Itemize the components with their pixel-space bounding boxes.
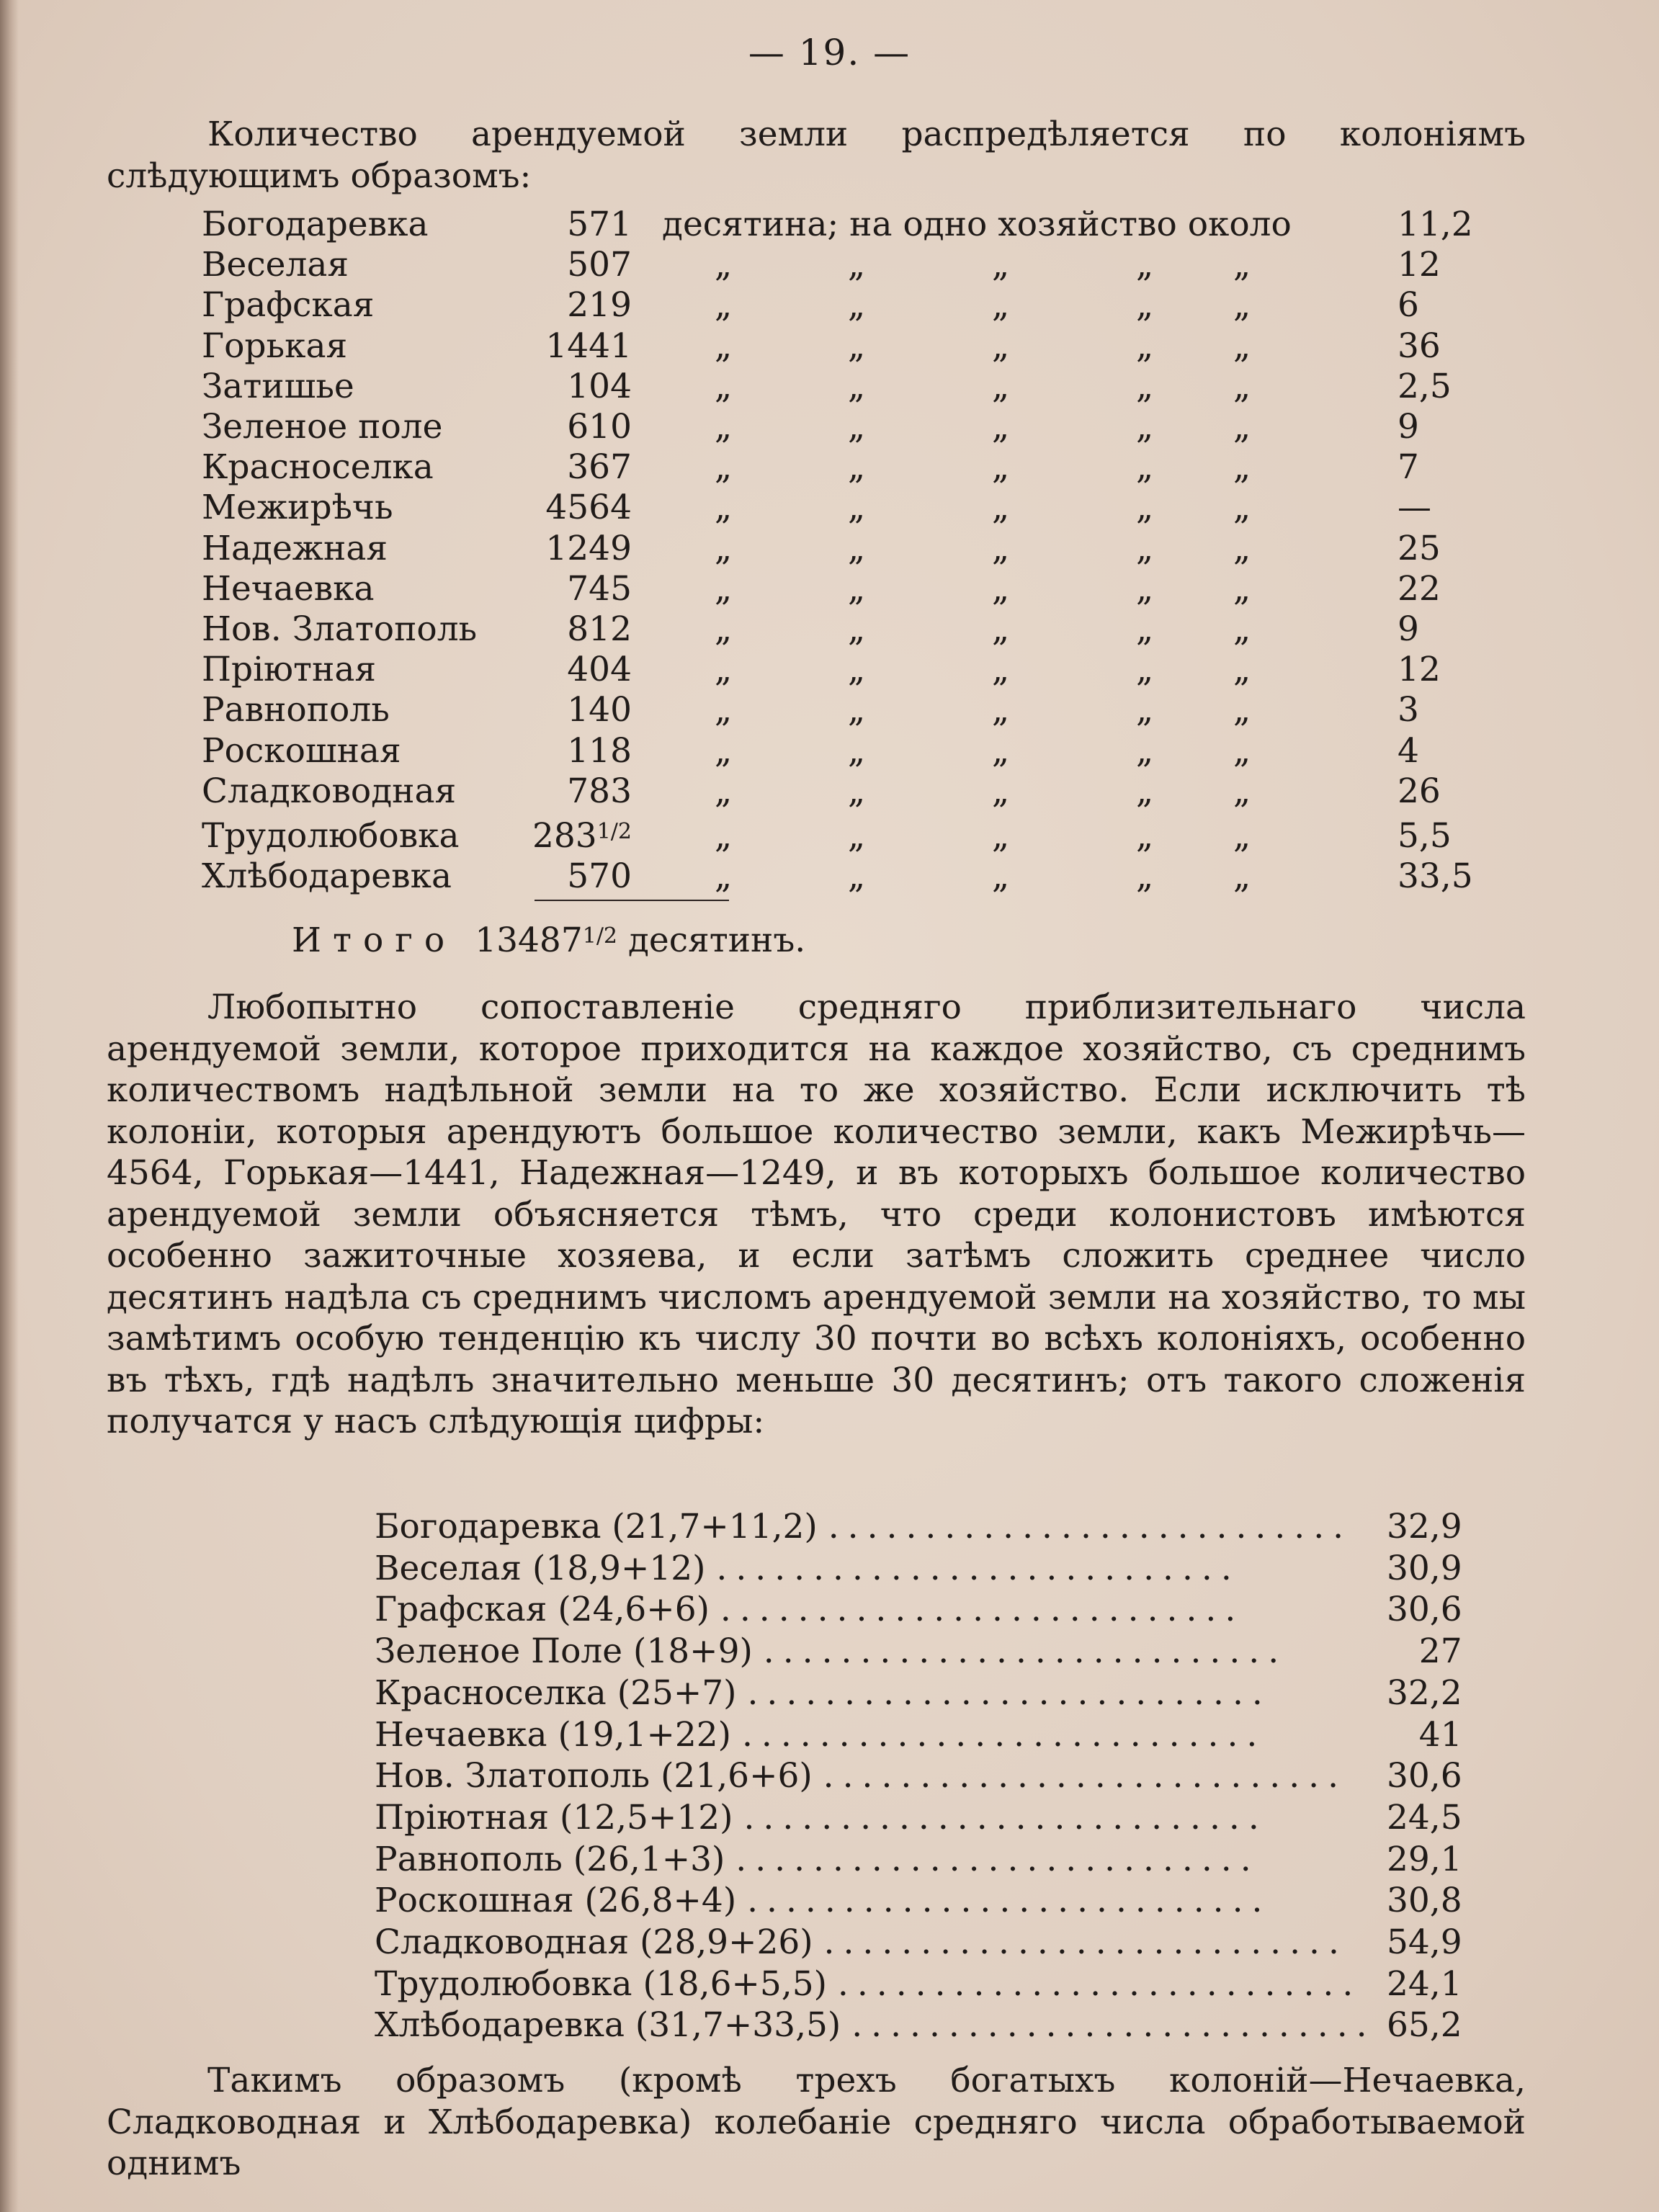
colony-name: Горькая: [202, 326, 348, 366]
rented-amount-value: 610: [567, 407, 632, 447]
leader-dots: ...........................: [828, 1507, 1353, 1546]
row-note: [632, 367, 1393, 407]
table-row: [375, 1714, 1462, 1756]
leader-dots: ...........................: [851, 2005, 1376, 2046]
ditto-mark: „: [1135, 285, 1154, 326]
ditto-mark: „: [1135, 730, 1154, 771]
sum-label: Равнополь (26,1+3): [375, 1839, 725, 1879]
colony-name: Сладководная: [202, 771, 457, 811]
rented-amount: [529, 812, 632, 856]
sum-label-cell: [375, 1548, 1376, 1590]
rented-amount: [529, 771, 632, 812]
row-note: [632, 285, 1393, 326]
sum-label: Зеленое Поле (18+9): [375, 1631, 753, 1672]
colony-name: Зеленое поле: [202, 407, 443, 447]
row-note: [632, 529, 1393, 569]
table-row: [375, 1880, 1462, 1922]
ditto-mark: „: [1135, 407, 1154, 447]
ditto-mark: „: [847, 447, 866, 488]
rented-amount: [529, 447, 632, 488]
rented-amount: [529, 205, 632, 245]
ditto-mark: „: [847, 568, 866, 609]
sum-label: Графская (24,6+6): [375, 1590, 710, 1630]
colony-name: Богодаревка: [202, 205, 429, 244]
leader-dots: ...........................: [837, 1964, 1362, 2004]
ditto-mark: „: [847, 856, 866, 897]
ditto-mark: „: [991, 730, 1010, 771]
per-household-value: 9: [1398, 609, 1419, 650]
per-household-value: 4: [1398, 730, 1419, 771]
rented-amount-value: 118: [567, 730, 632, 771]
ditto-mark: „: [991, 650, 1010, 690]
table-row: [202, 771, 1473, 812]
sum-rule: [535, 900, 729, 901]
sum-label-cell: [375, 1673, 1376, 1714]
leader-dots: ...........................: [823, 1922, 1348, 1963]
sum-table: [375, 1506, 1462, 2046]
leader-dots: ...........................: [823, 1756, 1348, 1796]
ditto-mark: „: [714, 650, 733, 690]
rented-amount: [529, 488, 632, 528]
ditto-mark: „: [847, 730, 866, 771]
ditto-mark: „: [1135, 856, 1154, 897]
rented-amount-value: 104: [567, 366, 632, 406]
ditto-mark: „: [991, 816, 1010, 856]
ditto-mark: „: [1233, 528, 1251, 568]
table-row: [202, 650, 1473, 690]
sum-label: Нов. Златополь (21,6+6): [375, 1756, 813, 1796]
sum-value: 30,6: [1386, 1590, 1462, 1630]
ditto-mark: „: [714, 568, 733, 609]
row-note: [632, 856, 1393, 897]
rented-land-table: [202, 205, 1473, 897]
rented-amount: [529, 285, 632, 326]
colony-name: Графская: [202, 285, 375, 326]
per-household-value: 6: [1398, 285, 1419, 326]
per-household-value: 25: [1398, 528, 1441, 568]
sum-label: Нечаевка (19,1+22): [375, 1714, 732, 1755]
colony-name: Роскошная: [202, 730, 401, 771]
row-note: [632, 569, 1393, 609]
sum-label: Роскошная (26,8+4): [375, 1881, 737, 1921]
ditto-mark: „: [1233, 407, 1251, 447]
ditto-mark: „: [847, 407, 866, 447]
ditto-mark: „: [1233, 285, 1251, 326]
sum-value: 27: [1418, 1631, 1462, 1672]
leader-dots: ...........................: [763, 1631, 1288, 1672]
ditto-mark: „: [991, 690, 1010, 730]
sum-label: Богодаревка (21,7+11,2): [375, 1507, 818, 1546]
rented-amount-fraction: 1/2: [596, 819, 632, 845]
sum-value: 32,2: [1386, 1673, 1462, 1713]
ditto-mark: „: [1233, 568, 1251, 609]
row-note: [632, 205, 1393, 245]
row-note: [632, 771, 1393, 812]
table-row: [375, 2005, 1462, 2046]
row-note: [632, 690, 1393, 730]
per-household-value: 26: [1398, 771, 1441, 811]
ditto-mark: „: [1135, 326, 1154, 366]
ditto-mark: „: [1233, 366, 1251, 406]
rented-amount-value: 404: [567, 650, 632, 690]
ditto-mark: „: [714, 407, 733, 447]
rented-amount: [529, 731, 632, 771]
rented-amount-value: 4564: [545, 488, 632, 528]
colony-name: Трудолюбовка: [202, 816, 460, 856]
ditto-mark: „: [714, 245, 733, 285]
sum-value: 65,2: [1386, 2005, 1462, 2046]
total-unit: десятинъ.: [627, 921, 806, 960]
ditto-mark: „: [1233, 816, 1251, 856]
ditto-mark: „: [1135, 609, 1154, 650]
ditto-mark: „: [1135, 771, 1154, 811]
total-label: Итого: [292, 921, 457, 960]
ditto-mark: „: [714, 856, 733, 897]
sum-label-cell: [375, 1589, 1376, 1631]
table-row: [202, 245, 1473, 285]
per-household-value: —: [1398, 488, 1431, 528]
table-row: [202, 731, 1473, 771]
rented-amount: [529, 856, 632, 897]
ditto-mark: „: [991, 366, 1010, 406]
row-note: [632, 650, 1393, 690]
ditto-mark: „: [847, 528, 866, 568]
ditto-mark: „: [1233, 856, 1251, 897]
ditto-mark: „: [1233, 771, 1251, 811]
ditto-mark: „: [1135, 447, 1154, 488]
table-row: [202, 326, 1473, 367]
sum-label-cell: [375, 1797, 1376, 1839]
ditto-mark: „: [991, 447, 1010, 488]
ditto-mark: „: [1233, 488, 1251, 528]
per-household-value: 2,5: [1398, 366, 1452, 406]
ditto-mark: „: [991, 285, 1010, 326]
ditto-mark: „: [1135, 568, 1154, 609]
sum-label-cell: [375, 2005, 1376, 2046]
sum-label-cell: [375, 1964, 1376, 2005]
leader-dots: ...........................: [747, 1881, 1271, 1921]
sum-value: 54,9: [1386, 1922, 1462, 1963]
table-row: [202, 690, 1473, 730]
rented-amount: [529, 569, 632, 609]
leader-dots: ...........................: [720, 1590, 1245, 1630]
sum-label-cell: [375, 1714, 1376, 1756]
ditto-mark: „: [714, 816, 733, 856]
rented-amount-value: 812: [567, 609, 632, 650]
rented-amount-value: 745: [567, 568, 632, 609]
ditto-mark: „: [714, 366, 733, 406]
table-row: [202, 367, 1473, 407]
ditto-mark: „: [847, 366, 866, 406]
total-line: [292, 915, 805, 962]
rented-amount: [529, 245, 632, 285]
colony-name: Красноселка: [202, 447, 434, 488]
table-row: [202, 609, 1473, 650]
ditto-mark: „: [714, 690, 733, 730]
ditto-mark: „: [714, 326, 733, 366]
ditto-mark: „: [847, 285, 866, 326]
sum-label: Трудолюбовка (18,6+5,5): [375, 1964, 827, 2004]
rented-amount: [529, 609, 632, 650]
table-row: [375, 1673, 1462, 1714]
leader-dots: ...........................: [743, 1797, 1268, 1837]
sum-value: 30,8: [1386, 1881, 1462, 1921]
row-note: [632, 245, 1393, 285]
sum-label: Красноселка (25+7): [375, 1673, 737, 1713]
table-row: [375, 1839, 1462, 1881]
sum-label-cell: [375, 1880, 1376, 1922]
sum-value: 24,1: [1386, 1964, 1462, 2004]
ditto-mark: „: [1233, 650, 1251, 690]
ditto-mark: „: [1135, 366, 1154, 406]
ditto-mark: „: [991, 488, 1010, 528]
table-row: [202, 205, 1473, 245]
table-row: [375, 1922, 1462, 1964]
rented-amount-value: 283: [532, 816, 597, 856]
rented-amount: [529, 529, 632, 569]
sum-value: 29,1: [1386, 1839, 1462, 1879]
rented-amount-value: 367: [567, 447, 632, 488]
rented-amount: [529, 367, 632, 407]
ditto-mark: „: [847, 650, 866, 690]
ditto-mark: „: [847, 488, 866, 528]
sum-label: Хлѣбодаревка (31,7+33,5): [375, 2005, 841, 2046]
ditto-mark: „: [847, 771, 866, 811]
colony-name: Нечаевка: [202, 568, 375, 609]
per-household-value: 12: [1398, 245, 1441, 285]
row-note: [632, 326, 1393, 367]
total-value: 13487: [475, 921, 583, 960]
table-row: [202, 529, 1473, 569]
ditto-mark: „: [847, 609, 866, 650]
rented-amount: [529, 650, 632, 690]
rented-amount-value: 140: [567, 690, 632, 730]
ditto-mark: „: [1233, 447, 1251, 488]
rented-amount-value: 507: [567, 245, 632, 285]
ditto-mark: „: [1233, 609, 1251, 650]
ditto-mark: „: [991, 771, 1010, 811]
page-number: — 19. —: [748, 32, 911, 73]
table-row: [202, 812, 1473, 856]
colony-name: Нов. Златополь: [202, 609, 478, 650]
sum-value: 24,5: [1386, 1797, 1462, 1837]
leader-dots: ...........................: [716, 1548, 1240, 1588]
sum-label-cell: [375, 1755, 1376, 1797]
ditto-mark: „: [1135, 650, 1154, 690]
ditto-mark: „: [714, 609, 733, 650]
table-row: [375, 1506, 1462, 1548]
comparison-paragraph: Любопытно сопоставленіе средняго приблизительнаго числа арендуемой земли, которое приходится на каждое хозяйство, съ среднимъ количествомъ надѣльной земли на то же хозяйство. Если исключить тѣ колоніи, которыя арендуютъ большое количество земли, какъ Межирѣчь—4564, Горькая—1441, Надежная—1249, и въ которыхъ большое количество арендуемой земли объясняется тѣмъ, что среди колонистовъ имѣются особенно зажиточные хозяева, и если затѣмъ сложить среднее число десятинъ надѣла съ среднимъ числомъ арендуемой земли на хозяйство, то мы замѣтимъ особую тенденцію къ числу 30 почти во всѣхъ колоніяхъ, особенно въ тѣхъ, гдѣ надѣлъ значительно меньше 30 десятинъ; отъ такого сложенія получатся у насъ слѣдующія цифры:: [107, 988, 1526, 1441]
ditto-mark: „: [1233, 326, 1251, 366]
ditto-mark: „: [1135, 816, 1154, 856]
rented-amount-value: 571: [567, 205, 632, 244]
sum-label: Веселая (18,9+12): [375, 1548, 706, 1588]
ditto-mark: „: [1135, 245, 1154, 285]
rented-amount-value: 219: [567, 285, 632, 326]
ditto-mark: „: [991, 856, 1010, 897]
ditto-mark: „: [991, 245, 1010, 285]
row-note: [632, 731, 1393, 771]
ditto-mark: „: [1135, 488, 1154, 528]
rented-amount: [529, 326, 632, 367]
rented-amount: [529, 690, 632, 730]
table-row: [202, 488, 1473, 528]
per-household-value: 11,2: [1398, 205, 1473, 244]
leader-dots: ...........................: [747, 1673, 1271, 1713]
table-row: [375, 1797, 1462, 1839]
ditto-mark: „: [714, 730, 733, 771]
colony-name: Пріютная: [202, 650, 377, 690]
row-note: [632, 812, 1393, 856]
ditto-mark: „: [847, 245, 866, 285]
rented-amount-value: 1441: [545, 326, 632, 366]
sum-label: Сладководная (28,9+26): [375, 1922, 813, 1963]
row-note: [632, 447, 1393, 488]
conclusion-paragraph: Такимъ образомъ (кромѣ трехъ богатыхъ колоній—Нечаевка, Сладководная и Хлѣбодаревка) колебаніе средняго числа обработываемой однимъ: [107, 2061, 1526, 2183]
ditto-mark: „: [1135, 528, 1154, 568]
row-note: [632, 609, 1393, 650]
note-text: десятина; на одно хозяйство около: [662, 205, 1292, 244]
ditto-mark: „: [991, 609, 1010, 650]
ditto-mark: „: [847, 816, 866, 856]
rented-amount-value: 1249: [545, 528, 632, 568]
page-edge-shadow: [0, 0, 19, 2212]
ditto-mark: „: [991, 568, 1010, 609]
ditto-mark: „: [991, 407, 1010, 447]
ditto-mark: „: [847, 326, 866, 366]
rented-amount-value: 783: [567, 771, 632, 811]
colony-name: Межирѣчь: [202, 488, 393, 528]
table-row: [375, 1589, 1462, 1631]
ditto-mark: „: [1233, 730, 1251, 771]
rented-amount: [529, 407, 632, 447]
ditto-mark: „: [1135, 690, 1154, 730]
table-row: [202, 407, 1473, 447]
ditto-mark: „: [714, 771, 733, 811]
table-row: [375, 1631, 1462, 1673]
per-household-value: 12: [1398, 650, 1441, 690]
colony-name: Затишье: [202, 366, 354, 406]
sum-label-cell: [375, 1631, 1376, 1673]
sum-label-cell: [375, 1922, 1376, 1964]
sum-label: Пріютная (12,5+12): [375, 1797, 733, 1837]
per-household-value: 9: [1398, 407, 1419, 447]
total-fraction: 1/2: [582, 923, 618, 949]
sum-value: 30,9: [1386, 1548, 1462, 1588]
ditto-mark: „: [847, 690, 866, 730]
per-household-value: 36: [1398, 326, 1441, 366]
sum-value: 32,9: [1386, 1507, 1462, 1546]
colony-name: Надежная: [202, 528, 388, 568]
ditto-mark: „: [991, 528, 1010, 568]
intro-paragraph: Количество арендуемой земли распредѣляется по колоніямъ слѣдующимъ образомъ:: [107, 115, 1526, 196]
sum-label-cell: [375, 1839, 1376, 1881]
leader-dots: ...........................: [741, 1714, 1266, 1755]
table-row: [202, 285, 1473, 326]
table-row: [202, 447, 1473, 488]
per-household-value: 22: [1398, 568, 1441, 609]
table-row: [375, 1755, 1462, 1797]
colony-name: Хлѣбодаревка: [202, 856, 452, 897]
leader-dots: ...........................: [735, 1839, 1260, 1879]
per-household-value: 7: [1398, 447, 1419, 488]
sum-value: 30,6: [1386, 1756, 1462, 1796]
ditto-mark: „: [714, 488, 733, 528]
sum-value: 41: [1418, 1714, 1462, 1755]
per-household-value: 33,5: [1398, 856, 1473, 897]
sum-label-cell: [375, 1506, 1376, 1548]
ditto-mark: „: [714, 447, 733, 488]
table-row: [202, 569, 1473, 609]
per-household-value: 3: [1398, 690, 1419, 730]
per-household-value: 5,5: [1398, 816, 1452, 856]
ditto-mark: „: [1233, 245, 1251, 285]
row-note: [632, 488, 1393, 528]
ditto-mark: „: [714, 285, 733, 326]
table-row: [375, 1964, 1462, 2005]
table-row: [202, 856, 1473, 897]
colony-name: Веселая: [202, 245, 349, 285]
ditto-mark: „: [991, 326, 1010, 366]
rented-amount-value: 570: [567, 856, 632, 897]
colony-name: Равнополь: [202, 690, 390, 730]
table-row: [375, 1548, 1462, 1590]
row-note: [632, 407, 1393, 447]
ditto-mark: „: [1233, 690, 1251, 730]
ditto-mark: „: [714, 528, 733, 568]
